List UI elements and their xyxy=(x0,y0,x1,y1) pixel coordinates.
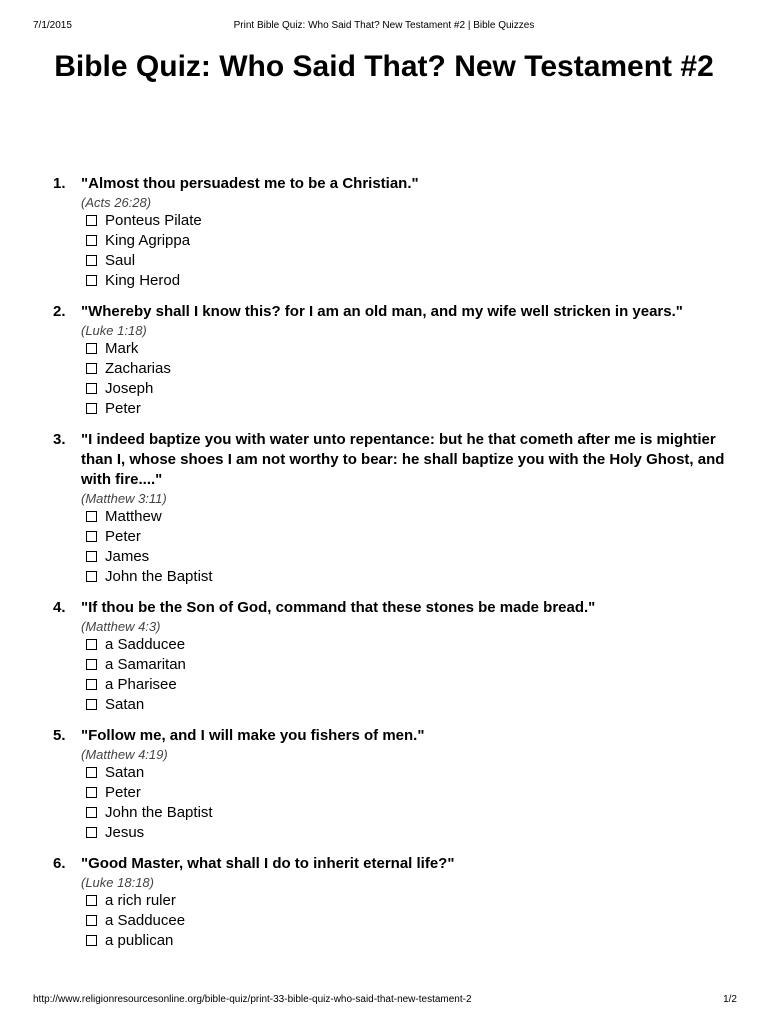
checkbox-icon[interactable] xyxy=(86,275,97,286)
answer-option-label: a Pharisee xyxy=(105,676,177,693)
answer-option-label: Satan xyxy=(105,696,145,713)
question-text: "If thou be the Son of God, command that these stones be made bread." xyxy=(81,599,596,616)
question-number: 3. xyxy=(53,431,66,448)
answer-option[interactable] xyxy=(81,251,728,271)
answer-option-label: Jesus xyxy=(105,824,145,841)
question-number: 4. xyxy=(53,599,66,616)
scripture-reference: (Luke 18:18) xyxy=(81,875,154,890)
answer-option[interactable] xyxy=(81,231,728,251)
answer-option[interactable] xyxy=(81,527,728,547)
answer-option-label: King Agrippa xyxy=(105,232,191,249)
answer-option-label: a Sadducee xyxy=(105,912,186,929)
page-url: http://www.religionresourcesonline.org/bible-quiz/print-33-bible-quiz-who-said-that-new-testament-2 xyxy=(33,994,472,1005)
answer-option[interactable] xyxy=(81,339,728,359)
scripture-reference: (Luke 1:18) xyxy=(81,323,147,338)
scripture-reference: (Acts 26:28) xyxy=(81,195,152,210)
question-text: "Whereby shall I know this? for I am an old man, and my wife well stricken in years." xyxy=(81,303,683,320)
answer-option-label: Peter xyxy=(105,400,141,417)
checkbox-icon[interactable] xyxy=(86,807,97,818)
quiz-question xyxy=(50,302,728,419)
print-header-title: Print Bible Quiz: Who Said That? New Testament #2 | Bible Quizzes xyxy=(233,20,535,31)
checkbox-icon[interactable] xyxy=(86,255,97,266)
checkbox-icon[interactable] xyxy=(86,551,97,562)
checkbox-icon[interactable] xyxy=(86,699,97,710)
answer-option-label: Matthew xyxy=(105,508,162,525)
checkbox-icon[interactable] xyxy=(86,895,97,906)
quiz-question xyxy=(50,430,728,587)
answer-option[interactable] xyxy=(81,911,728,931)
answer-option[interactable] xyxy=(81,567,728,587)
checkbox-icon[interactable] xyxy=(86,639,97,650)
answer-option[interactable] xyxy=(81,763,728,783)
page-title: Bible Quiz: Who Said That? New Testament #2 xyxy=(54,50,714,83)
answer-option[interactable] xyxy=(81,379,728,399)
question-number: 1. xyxy=(53,175,66,192)
answer-option[interactable] xyxy=(81,803,728,823)
answer-option-label: Ponteus Pilate xyxy=(105,212,202,229)
checkbox-icon[interactable] xyxy=(86,531,97,542)
answer-option-label: Joseph xyxy=(105,380,154,397)
checkbox-icon[interactable] xyxy=(86,363,97,374)
answer-option[interactable] xyxy=(81,547,728,567)
answer-option-label: John the Baptist xyxy=(105,804,213,821)
page-number: 1/2 xyxy=(723,994,737,1005)
answer-option-label: Peter xyxy=(105,528,141,545)
answer-option-label: John the Baptist xyxy=(105,568,213,585)
question-number: 2. xyxy=(53,303,66,320)
quiz-question xyxy=(50,854,728,951)
answer-option-label: a rich ruler xyxy=(105,892,176,909)
answer-option[interactable] xyxy=(81,695,728,715)
answer-option[interactable] xyxy=(81,675,728,695)
checkbox-icon[interactable] xyxy=(86,383,97,394)
answer-option[interactable] xyxy=(81,399,728,419)
answer-option[interactable] xyxy=(81,507,728,527)
answer-option-label: Satan xyxy=(105,764,145,781)
checkbox-icon[interactable] xyxy=(86,767,97,778)
checkbox-icon[interactable] xyxy=(86,787,97,798)
quiz-question xyxy=(50,174,728,291)
question-text: "Follow me, and I will make you fishers of men." xyxy=(81,727,425,744)
answer-option[interactable] xyxy=(81,931,728,951)
answer-option-label: King Herod xyxy=(105,272,181,289)
answer-option-label: a Samaritan xyxy=(105,656,186,673)
answer-option[interactable] xyxy=(81,359,728,379)
scripture-reference: (Matthew 4:19) xyxy=(81,747,168,762)
answer-option-label: a Sadducee xyxy=(105,636,186,653)
print-header xyxy=(33,19,735,33)
answer-option[interactable] xyxy=(81,635,728,655)
question-text: "Almost thou persuadest me to be a Christian." xyxy=(81,175,419,192)
checkbox-icon[interactable] xyxy=(86,511,97,522)
print-footer xyxy=(33,993,737,1007)
answer-option[interactable] xyxy=(81,783,728,803)
answer-option-label: a publican xyxy=(105,932,174,949)
checkbox-icon[interactable] xyxy=(86,659,97,670)
answer-option[interactable] xyxy=(81,823,728,843)
print-date: 7/1/2015 xyxy=(33,20,72,31)
scripture-reference: (Matthew 3:11) xyxy=(81,491,167,506)
answer-option[interactable] xyxy=(81,655,728,675)
checkbox-icon[interactable] xyxy=(86,343,97,354)
answer-option[interactable] xyxy=(81,211,728,231)
answer-option[interactable] xyxy=(81,271,728,291)
checkbox-icon[interactable] xyxy=(86,403,97,414)
question-text: "I indeed baptize you with water unto repentance: but he that cometh after me is mightier than I, whose shoes I am not worthy to bear: he shall baptize you with the Holy Ghost, and with fire...." xyxy=(81,431,725,488)
question-text: "Good Master, what shall I do to inherit eternal life?" xyxy=(81,855,455,872)
answer-option[interactable] xyxy=(81,891,728,911)
question-number: 5. xyxy=(53,727,66,744)
quiz-question xyxy=(50,726,728,843)
answer-option-label: Saul xyxy=(105,252,136,269)
checkbox-icon[interactable] xyxy=(86,935,97,946)
checkbox-icon[interactable] xyxy=(86,679,97,690)
answer-option-label: James xyxy=(105,548,150,565)
scripture-reference: (Matthew 4:3) xyxy=(81,619,161,634)
checkbox-icon[interactable] xyxy=(86,571,97,582)
checkbox-icon[interactable] xyxy=(86,827,97,838)
answer-option-label: Peter xyxy=(105,784,141,801)
checkbox-icon[interactable] xyxy=(86,235,97,246)
question-number: 6. xyxy=(53,855,66,872)
answer-option-label: Zacharias xyxy=(105,360,171,377)
quiz-question xyxy=(50,598,728,715)
answer-option-label: Mark xyxy=(105,340,139,357)
quiz-list xyxy=(50,174,728,962)
checkbox-icon[interactable] xyxy=(86,915,97,926)
checkbox-icon[interactable] xyxy=(86,215,97,226)
